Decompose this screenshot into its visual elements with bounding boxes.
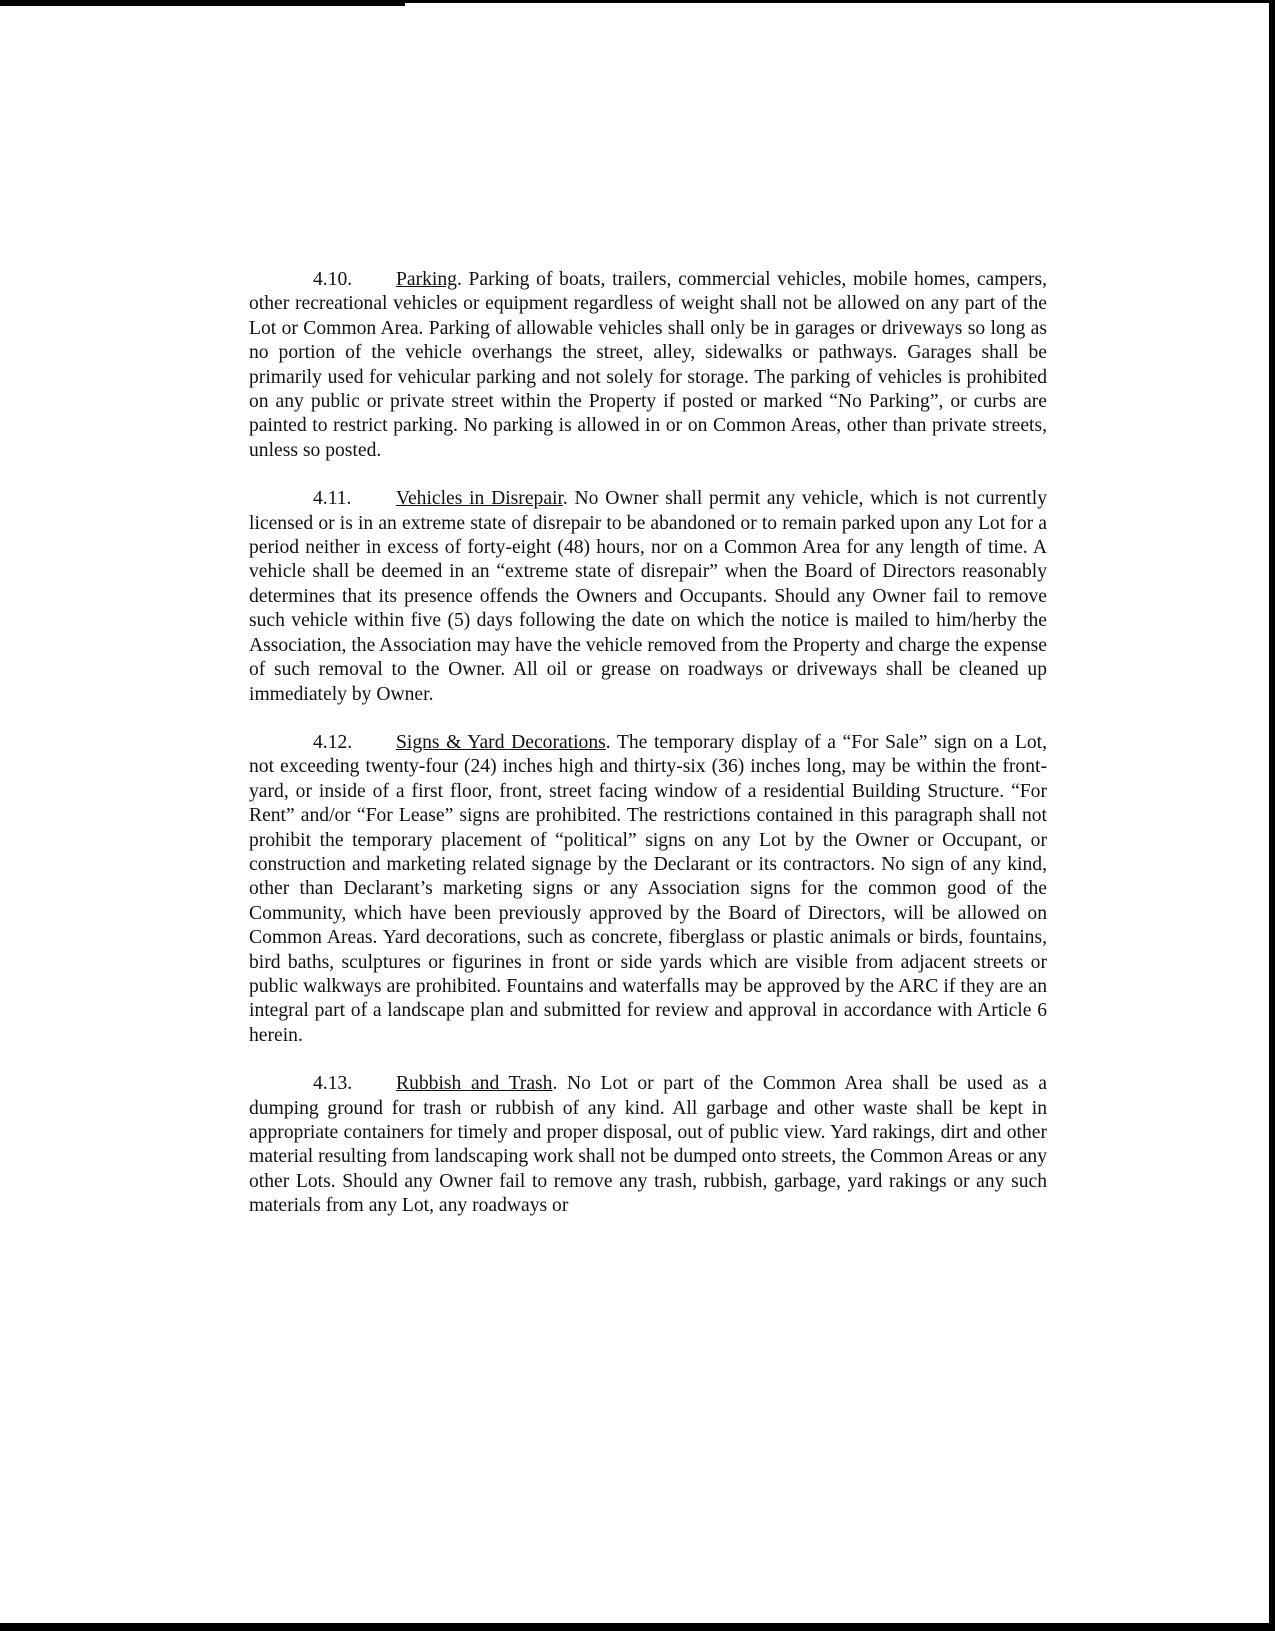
section-4-10 [249,268,1047,463]
section-4-11 [249,487,1047,707]
section-4-13 [249,1072,1047,1218]
section-text: . The temporary display of a “For Sale” sign on a Lot, not exceeding twenty-four (24) inches high and thirty-six (36) inches long, may be within the front-yard, or inside of a first floor, front, street facing window of a residential Building Structure. “For Rent” and/or “For Lease” signs are prohibited. The restrictions contained in this paragraph shall not prohibit the temporary placement of “political” signs on any Lot by the Owner or Occupant, or construction and marketing related signage by the Declarant or its contractors. No sign of any kind, other than Declarant’s marketing signs or any Association signs for the common good of the Community, which have been previously approved by the Board of Directors, will be allowed on Common Areas. Yard decorations, such as concrete, fiberglass or plastic animals or birds, fountains, bird baths, sculptures or figurines in front or side yards which are visible from adjacent streets or public walkways are prohibited. Fountains and waterfalls may be approved by the ARC if they are an integral part of a landscape plan and submitted for review and approval in accordance with Article 6 herein. [249,731,1047,1046]
section-text: . No Lot or part of the Common Area shall be used as a dumping ground for trash or rubbish of any kind. All garbage and other waste shall be kept in appropriate containers for timely and proper disposal, out of public view. Yard rakings, dirt and other material resulting from landscaping work shall not be dumped onto streets, the Common Areas or any other Lots. Should any Owner fail to remove any trash, rubbish, garbage, yard rakings or any such materials from any Lot, any roadways or [249,1073,1048,1217]
section-text: . Parking of boats, trailers, commercial vehicles, mobile homes, campers, other recreational vehicles or equipment regardless of weight shall not be allowed on any part of the Lot or Common Area. Parking of allowable vehicles shall only be in garages or driveways so long as no portion of the vehicle overhangs the street, alley, sidewalks or pathways. Garages shall be primarily used for vehicular parking and not solely for storage. The parking of vehicles is prohibited on any public or private street within the Property if posted or marked “No Parking”, or curbs are painted to restrict parking. No parking is allowed in or on Common Areas, other than private streets, unless so posted. [249,269,1047,461]
section-number: 4.13. [313,1073,353,1095]
document-page [0,3,1269,1623]
scan-edge [0,3,405,6]
document-body [249,268,1047,1243]
section-title: Signs & Yard Decorations [396,731,606,753]
section-number: 4.10. [313,269,353,290]
section-title: Vehicles in Disrepair [396,488,563,510]
section-text: . No Owner shall permit any vehicle, which is not currently licensed or is in an extreme state of disrepair to be abandoned or to remain parked upon any Lot for a period neither in excess of forty-eight (48) hours, nor on a Common Area for any length of time. A vehicle shall be deemed in an “extreme state of disrepair” when the Board of Directors reasonably determines that its presence offends the Owners and Occupants. Should any Owner fail to remove such vehicle within five (5) days following the date on which the notice is mailed to him/herby the Association, the Association may have the vehicle removed from the Property and charge the expense of such removal to the Owner. All oil or grease on roadways or driveways shall be cleaned up immediately by Owner. [249,488,1047,705]
section-number: 4.12. [313,731,353,753]
section-title: Parking [396,269,457,290]
section-title: Rubbish and Trash [396,1073,553,1095]
section-4-12 [249,731,1047,1048]
section-number: 4.11. [313,488,352,510]
